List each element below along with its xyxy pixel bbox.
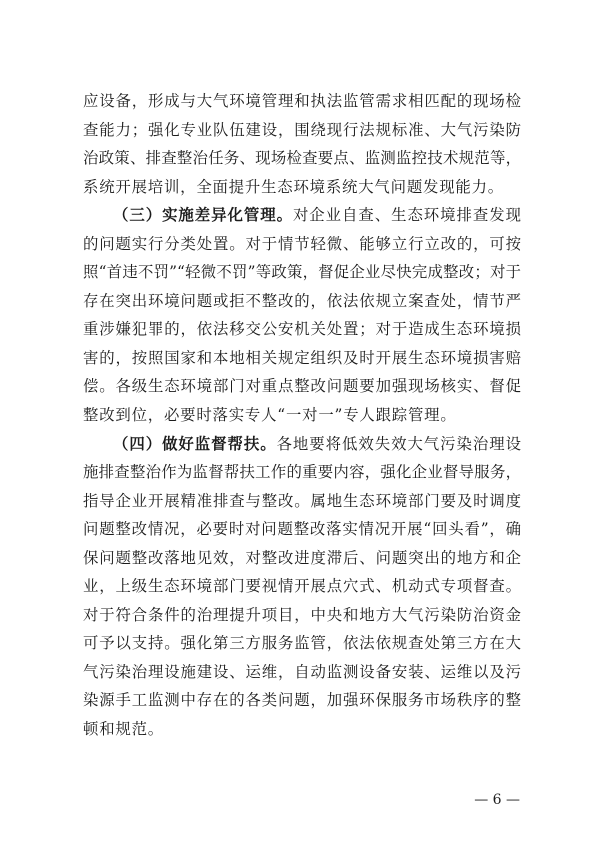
page-number: — 6 —	[474, 792, 520, 808]
body-line: 业，上级生态环境部门要视情开展点穴式、机动式专项督查。	[83, 577, 521, 596]
body-line: 顿和规范。	[83, 720, 164, 739]
body-line	[83, 430, 521, 459]
body-line: 保问题整改落地见效，对整改进度滞后、问题突出的地方和企	[83, 548, 521, 567]
body-line: 存在突出环境问题或拒不整改的，依法依规立案查处，情节严	[83, 291, 521, 310]
body-line	[83, 201, 521, 230]
body-line: 的问题实行分类处置。对于情节轻微、能够立行立改的，可按	[83, 234, 521, 253]
body-line: 查能力；强化专业队伍建设，围绕现行法规标准、大气污染防	[83, 120, 521, 139]
body-line: 整改到位，必要时落实专人“一对一”专人跟踪管理。	[83, 406, 457, 425]
paragraph	[83, 201, 521, 429]
document-body	[83, 87, 521, 744]
body-line: 施排查整治作为监督帮扶工作的重要内容，强化企业督导服务，	[83, 463, 521, 482]
body-line: 系统开展培训，全面提升生态环境系统大气问题发现能力。	[83, 177, 504, 196]
body-line: 气污染治理设施建设、运维，自动监测设备安装、运维以及污	[83, 662, 521, 681]
body-line: 可予以支持。强化第三方服务监管，依法依规查处第三方在大	[83, 634, 521, 653]
body-line: 偿。各级生态环境部门对重点整改问题要加强现场核实、督促	[83, 377, 521, 396]
body-line: 重涉嫌犯罪的，依法移交公安机关处置；对于造成生态环境损	[83, 320, 521, 339]
body-line: 染源手工监测中存在的各类问题，加强环保服务市场秩序的整	[83, 691, 521, 710]
section-heading: （三）实施差异化管理。	[113, 206, 293, 225]
body-line: 害的，按照国家和本地相关规定组织及时开展生态环境损害赔	[83, 348, 521, 367]
paragraph	[83, 430, 521, 744]
section-heading: （四）做好监督帮扶。	[113, 434, 277, 453]
body-line: 指导企业开展精准排查与整改。属地生态环境部门要及时调度	[83, 491, 521, 510]
body-line-text: 对企业自查、生态环境排查发现	[292, 206, 521, 225]
body-line-text: 各地要将低效失效大气污染治理设	[276, 434, 521, 453]
body-line: 治政策、排查整治任务、现场检查要点、监测监控技术规范等，	[83, 149, 521, 168]
body-line: 应设备，形成与大气环境管理和执法监管需求相匹配的现场检	[83, 92, 521, 110]
body-line: 对于符合条件的治理提升项目，中央和地方大气污染防治资金	[83, 605, 521, 624]
body-line: 照“首违不罚”“轻微不罚”等政策，督促企业尽快完成整改；对于	[83, 263, 521, 282]
paragraph	[83, 87, 521, 201]
body-line: 问题整改情况，必要时对问题整改落实情况开展“回头看”，确	[83, 520, 521, 539]
